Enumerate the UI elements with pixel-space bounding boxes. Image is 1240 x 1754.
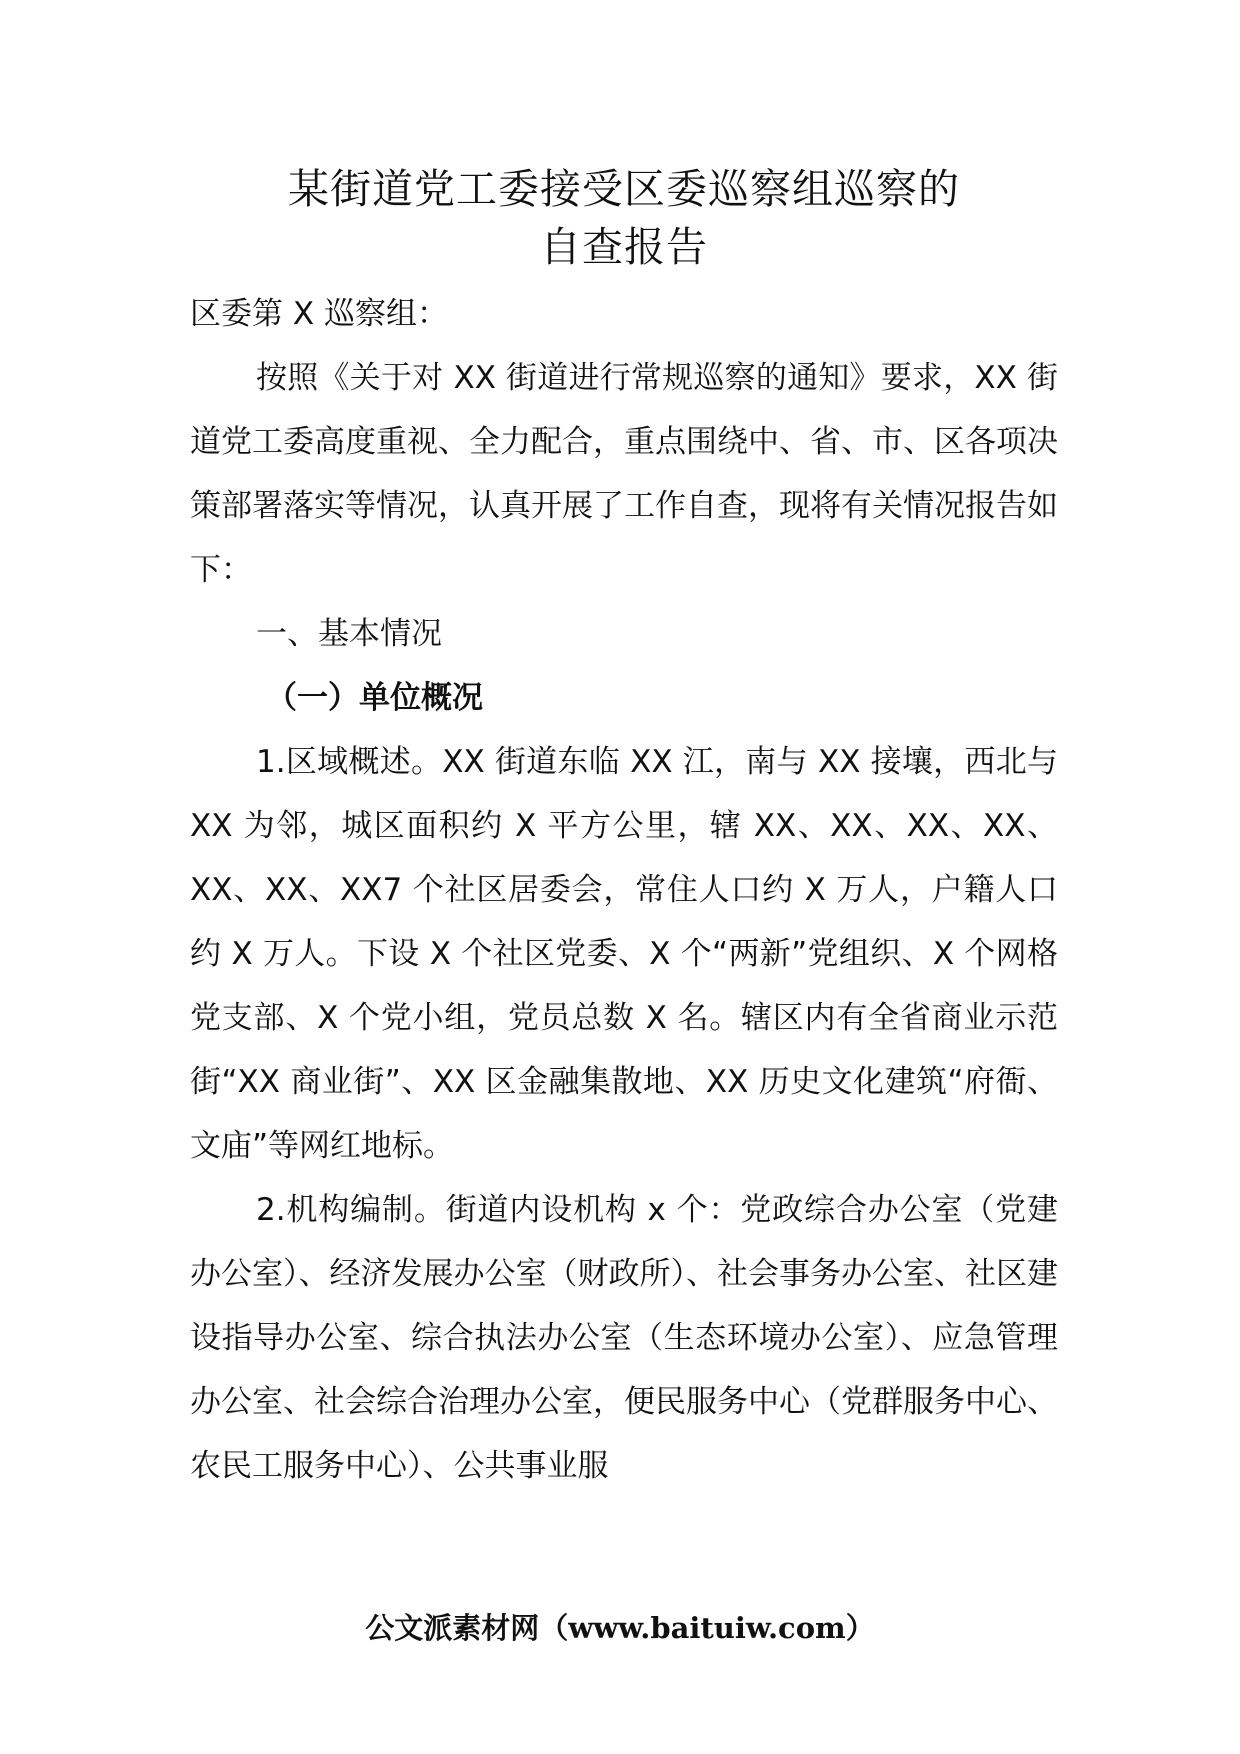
title-line-2: 自查报告 [540,223,708,271]
document-title [190,160,1058,276]
section-heading-basic-situation: 一、基本情况 [256,616,442,652]
footer-watermark: 公文派素材网（www.baituiw.com） [365,1611,875,1645]
salutation: 区委第 X 巡察组： [190,296,448,332]
document-page [190,160,1058,1498]
subsection-heading-unit-overview: （一）单位概况 [266,680,483,716]
title-line-1: 某街道党工委接受区委巡察组巡察的 [288,165,960,213]
paragraph-region-overview: 1.区域概述。XX 街道东临 XX 江，南与 XX 接壤，西北与 XX 为邻，城区面积约 X 平方公里，辖 XX、XX、XX、XX、XX、XX、XX7 个社区居委会，常住人口约 X 万人，户籍人口约 X 万人。下设 X 个社区党委、X 个“两新”党组织、X 个网格党支部、X 个党小组，党员总数 X 名。辖区内有全省商业示范街“XX 商业街”、XX 区金融集散地、XX 历史文化建筑“府衙、文庙”等网红地标。 [190,744,1058,1164]
intro-paragraph: 按照《关于对 XX 街道进行常规巡察的通知》要求，XX 街道党工委高度重视、全力配合，重点围绕中、省、市、区各项决策部署落实等情况，认真开展了工作自查，现将有关情况报告如下： [190,360,1058,588]
paragraph-organization: 2.机构编制。街道内设机构 x 个：党政综合办公室（党建办公室）、经济发展办公室（财政所）、社会事务办公室、社区建设指导办公室、综合执法办公室（生态环境办公室）、应急管理办公室、社会综合治理办公室，便民服务中心（党群服务中心、农民工服务中心）、公共事业服 [190,1192,1058,1484]
